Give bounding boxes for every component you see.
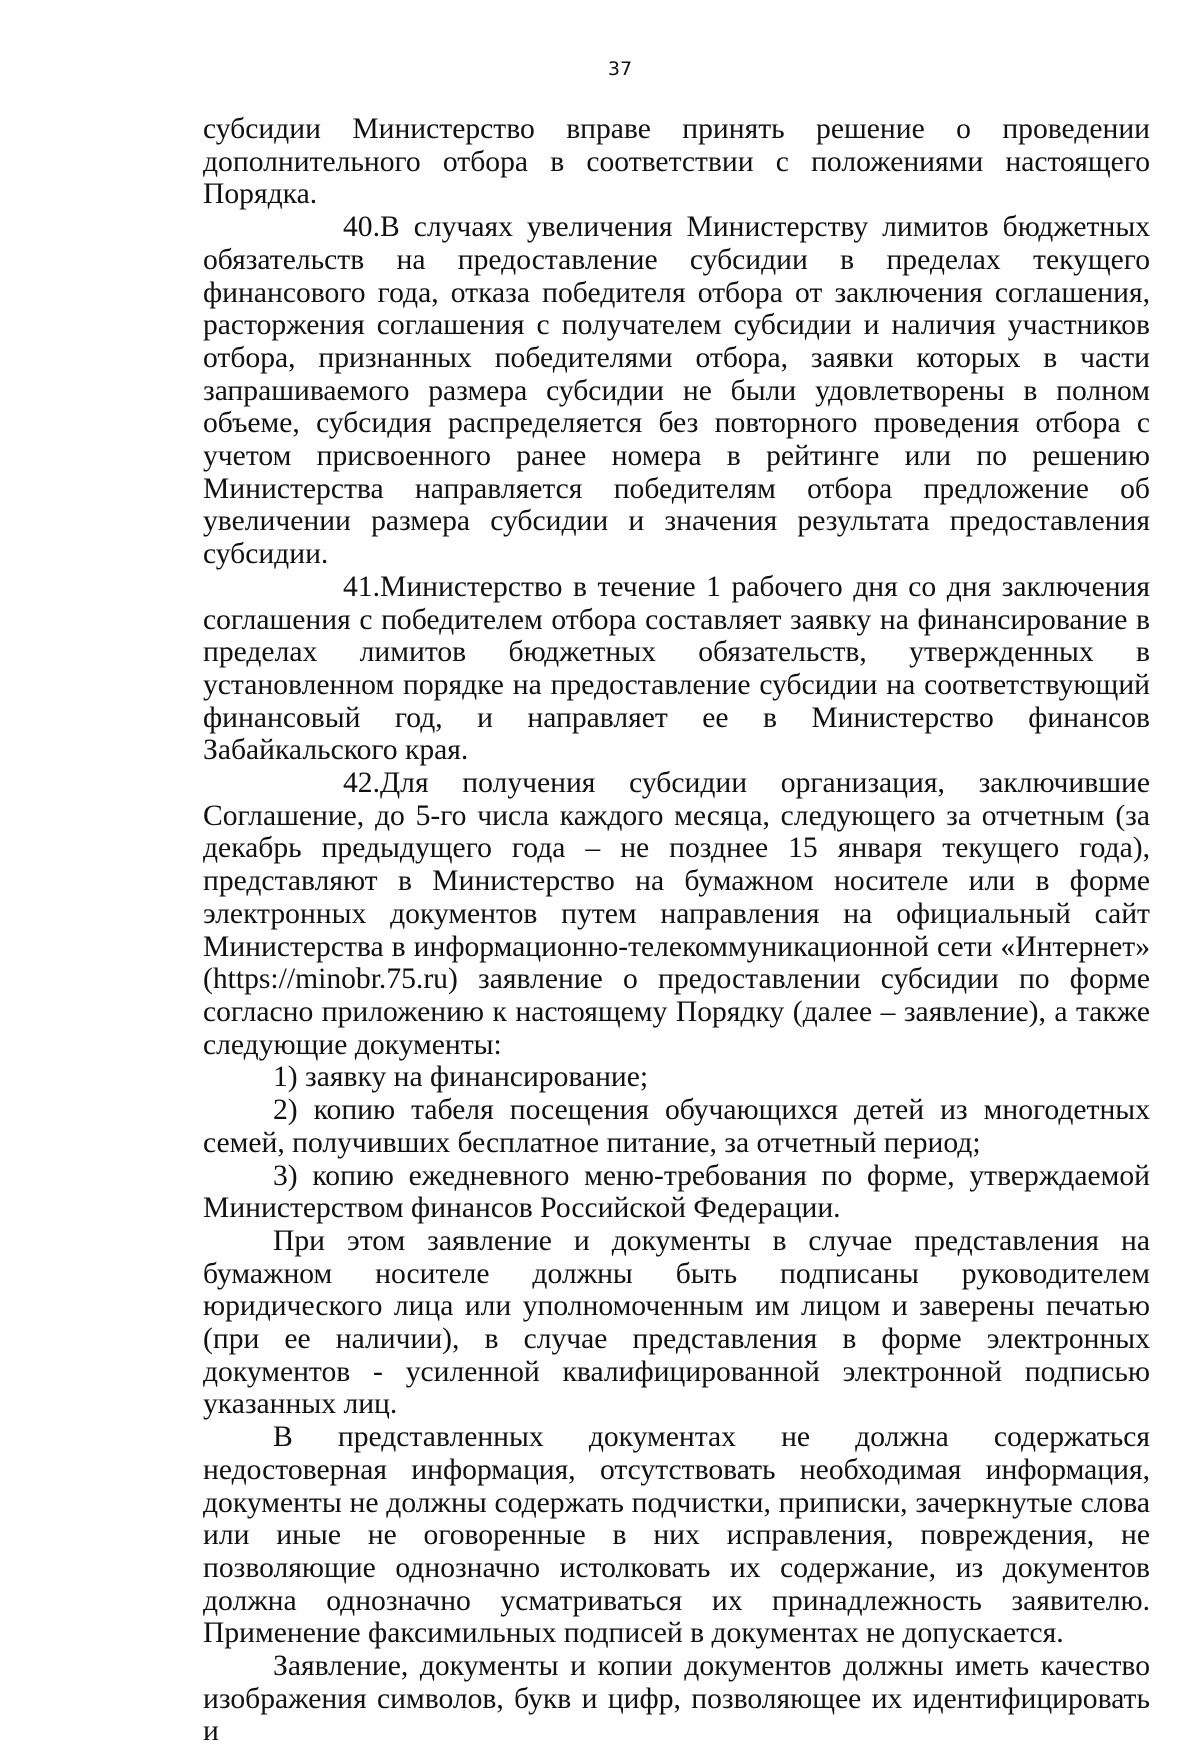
paragraph-continuation: субсидии Министерство вправе принять решение о проведении дополнительного отбора в соответствии с положениями настоящего Порядка. [203,113,1150,211]
paragraph-number: 42. [343,767,380,800]
list-item-2: 2) копию табеля посещения обучающихся детей из многодетных семей, получивших бесплатное питание, за отчетный период; [203,1094,1150,1159]
paragraph-number: 40. [343,211,380,244]
paragraph-42 [203,767,1150,1061]
paragraph-text: Министерство в течение 1 рабочего дня со дня заключения соглашения с победителем отбора составляет заявку на финансирование в пределах лимитов бюджетных обязательств, утвержденных в установленном порядке на предоставление субсидии на соответствующий финансовый год, и направляет ее в Министерство финансов Забайкальского края. [203,570,1150,767]
paragraph-signature-requirements: При этом заявление и документы в случае представления на бумажном носителе должны быть подписаны руководителем юридического лица или уполномоченным им лицом и заверены печатью (при ее наличии), в случае представления в форме электронных документов - усиленной квалифицированной электронной подписью указанных лиц. [203,1224,1150,1421]
paragraph-number: 41. [343,570,380,603]
paragraph-validity-requirements: В представленных документах не должна содержаться недостоверная информация, отсутствовать необходимая информация, документы не должны содержать подчистки, приписки, зачеркнутые слова или иные не оговоренные в них исправления, повреждения, не позволяющие однозначно истолковать их содержание, из документов должна однозначно усматриваться их принадлежность заявителю. Применение факсимильных подписей в документах не допускается. [203,1421,1150,1650]
paragraph-text: В случаях увеличения Министерству лимитов бюджетных обязательств на предоставление субсидии в пределах текущего финансового года, отказа победителя отбора от заключения соглашения, расторжения соглашения с получателем субсидии и наличия участников отбора, признанных победителями отбора, заявки которых в части запрашиваемого размера субсидии не были удовлетворены в полном объеме, субсидия распределяется без повторного проведения отбора с учетом присвоенного ранее номера в рейтинге или по решению Министерства направляется победителям отбора предложение об увеличении размера субсидии и значения результата предоставления субсидии. [203,211,1150,571]
paragraph-text: Для получения субсидии организация, заключившие Соглашение, до 5-го числа каждого месяца, следующего за отчетным (за декабрь предыдущего года – не позднее 15 января текущего года), представляют в Министерство на бумажном носителе или в форме электронных документов путем направления на официальный сайт Министерства в информационно-телекоммуникационной сети «Интернет» (https://minobr.75.ru) заявление о предоставлении субсидии по форме согласно приложению к настоящему Порядку (далее – заявление), а также следующие документы: [203,767,1150,1061]
document-body [203,113,1150,1748]
list-item-1: 1) заявку на финансирование; [273,1061,649,1094]
paragraph-quality-requirements: Заявление, документы и копии документов должны иметь качество изображения символов, букв и цифр, позволяющее их идентифицировать и [203,1650,1150,1748]
paragraph-41 [203,571,1150,767]
list-item-3: 3) копию ежедневного меню-требования по форме, утверждаемой Министерством финансов Российской Федерации. [203,1159,1150,1225]
paragraph-40 [203,211,1150,571]
page-number: 37 [607,58,633,80]
